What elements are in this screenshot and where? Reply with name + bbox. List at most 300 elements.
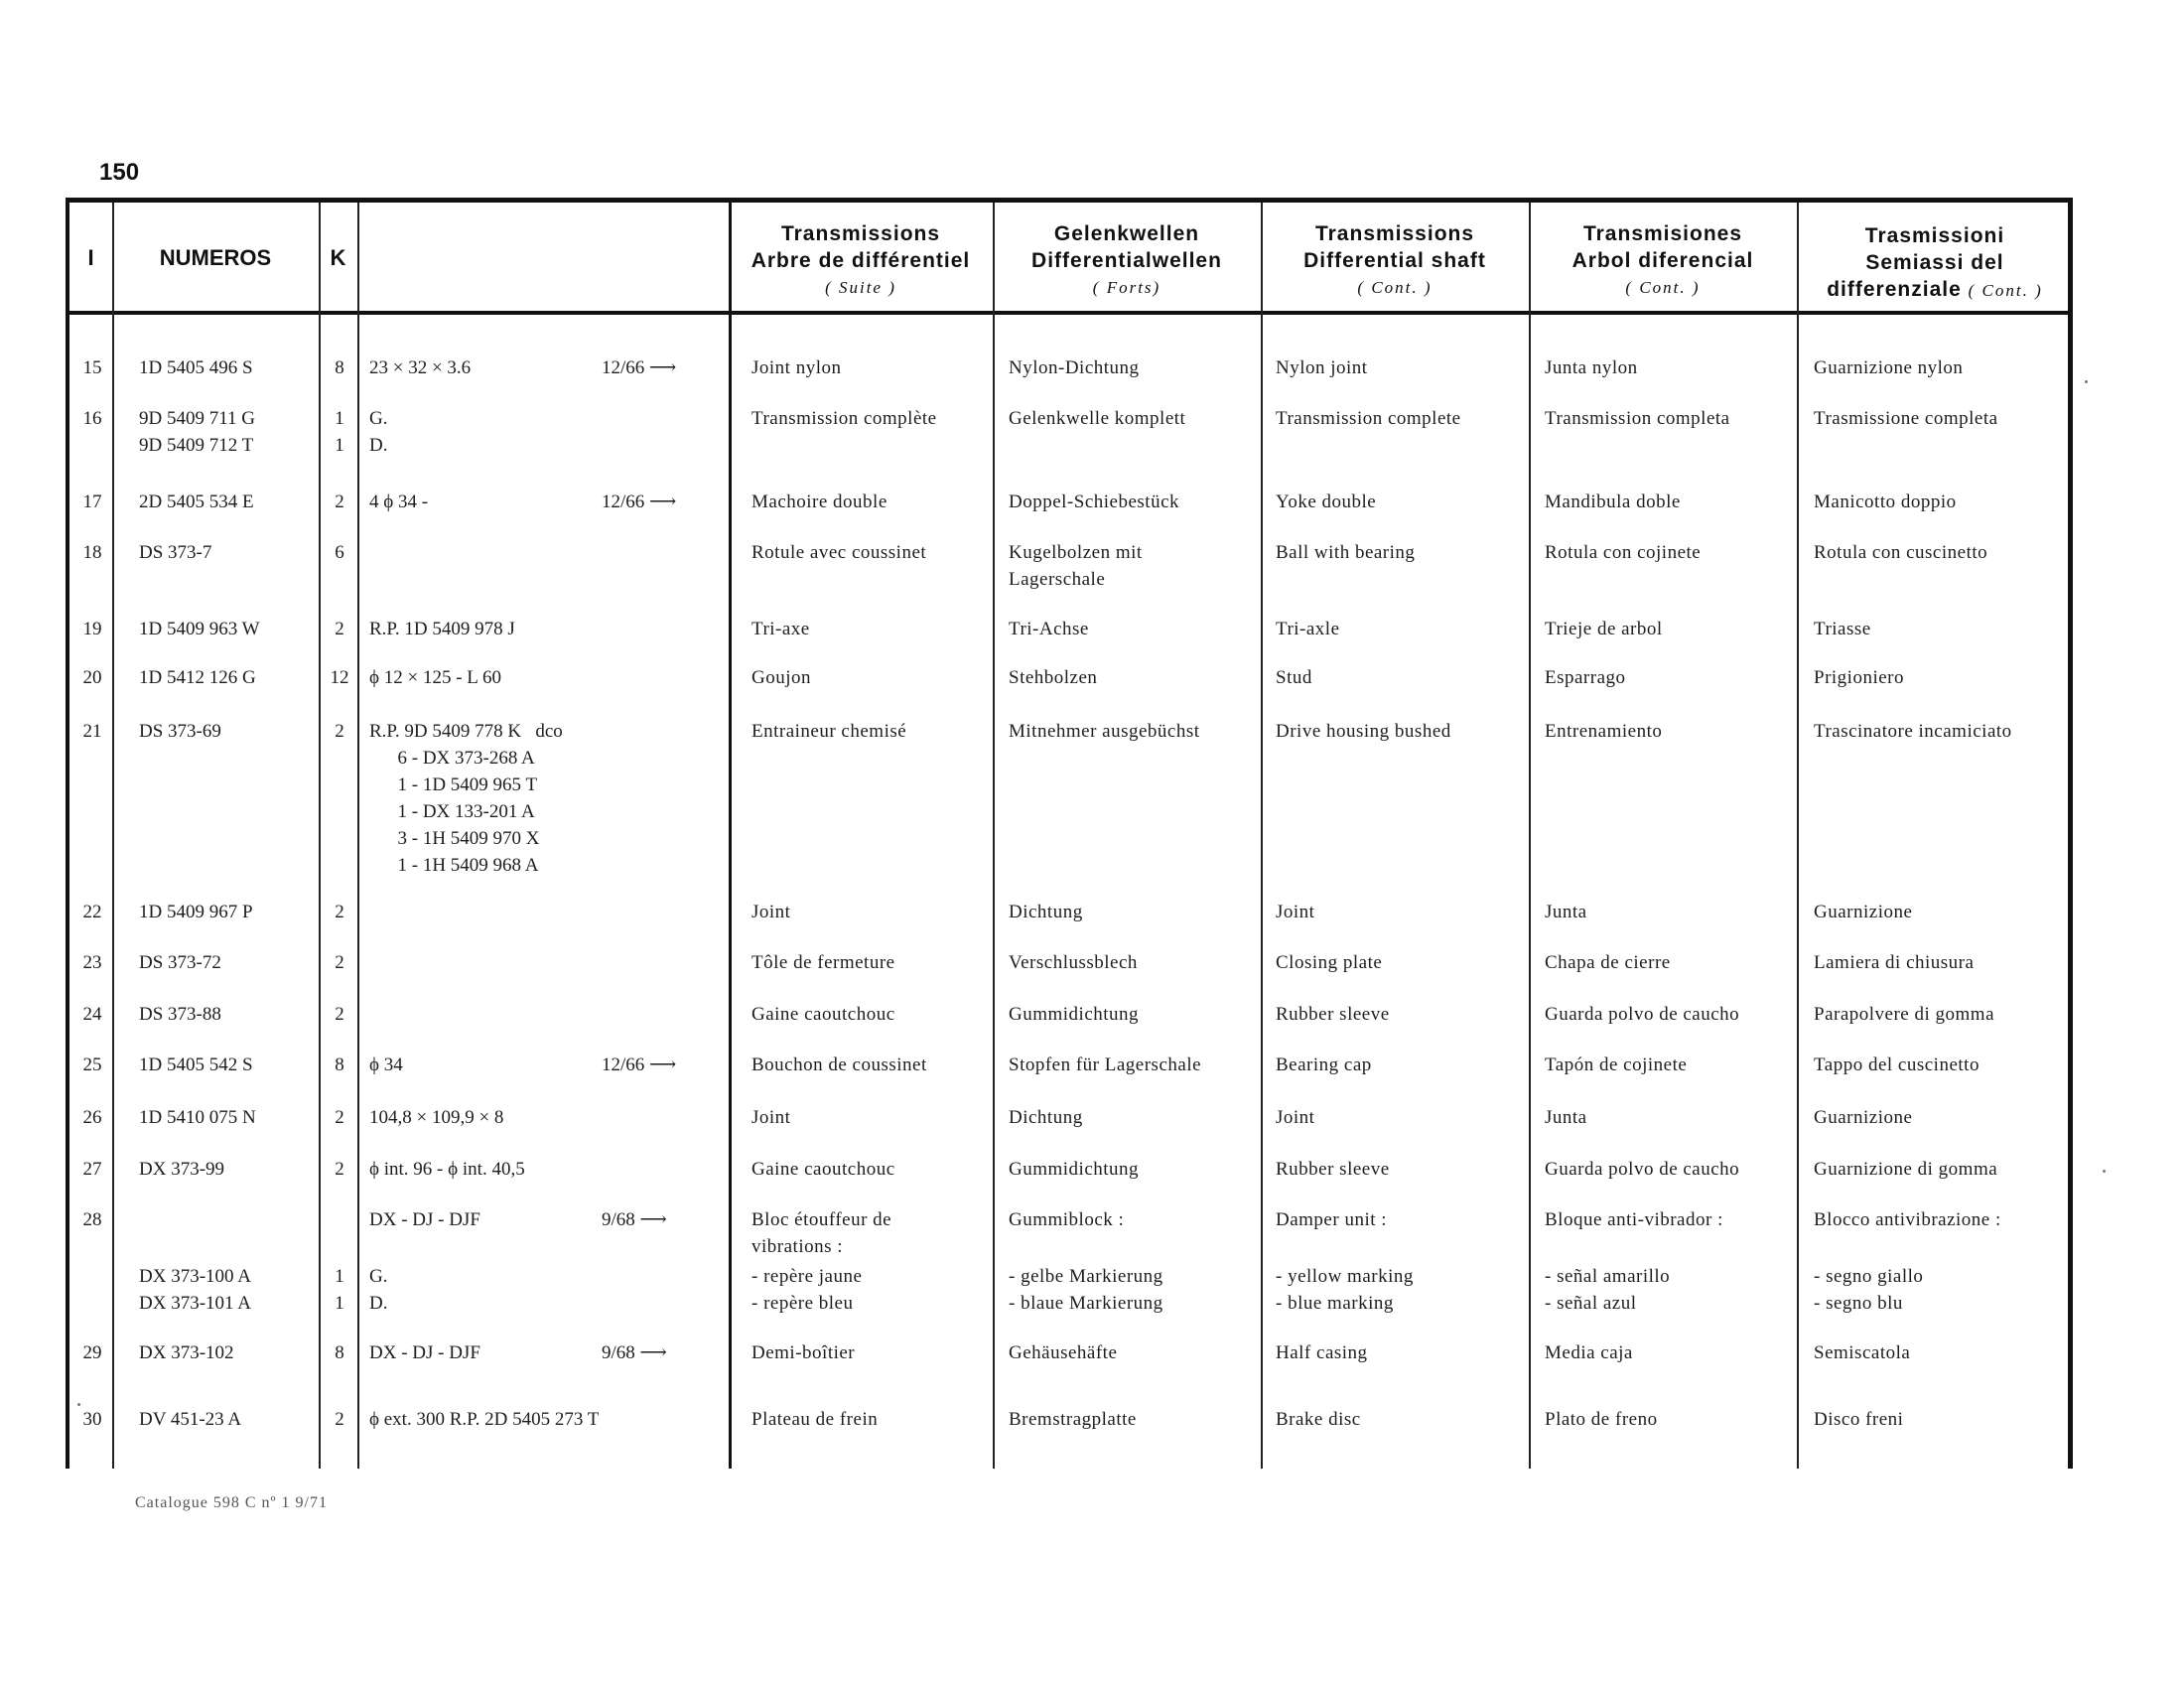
cell-en-line: Stud bbox=[1276, 667, 1312, 688]
cell-it bbox=[1814, 1052, 1979, 1078]
header-french-line2: Arbre de différentiel bbox=[751, 249, 971, 272]
cell-date bbox=[602, 489, 676, 515]
cell-fr bbox=[751, 1156, 895, 1183]
cell-en bbox=[1276, 1052, 1372, 1078]
cell-fr bbox=[751, 664, 811, 691]
cell-k-line: 2 bbox=[335, 492, 344, 512]
cell-numeros-line: DX 373-99 bbox=[139, 1159, 225, 1180]
cell-spec-line: R.P. 1D 5409 978 J bbox=[369, 619, 515, 639]
header-french-sub: ( Suite ) bbox=[825, 278, 896, 297]
cell-it bbox=[1814, 1406, 1903, 1433]
cell-numeros bbox=[139, 354, 253, 381]
cell-numeros-line: 1D 5410 075 N bbox=[139, 1107, 256, 1128]
cell-de-line: Gummidichtung bbox=[1009, 1159, 1140, 1180]
cell-de-line: Kugelbolzen mit bbox=[1009, 542, 1143, 563]
cell-fr-line: vibrations : bbox=[751, 1236, 844, 1257]
table-row bbox=[0, 899, 2184, 922]
header-german-sub: ( Forts) bbox=[1092, 278, 1161, 297]
cell-date bbox=[602, 354, 676, 381]
cell-spec-line: 1 - DX 133-201 A bbox=[369, 801, 535, 822]
cell-fr-line: - repère bleu bbox=[751, 1293, 854, 1314]
cell-fr-line: Machoire double bbox=[751, 492, 887, 512]
cell-de bbox=[1009, 1339, 1117, 1366]
cell-en bbox=[1276, 1001, 1390, 1028]
cell-k-line: 1 bbox=[335, 408, 344, 429]
table-row bbox=[0, 1156, 2184, 1180]
cell-it bbox=[1814, 1001, 1994, 1028]
cell-es-line: Guarda polvo de caucho bbox=[1545, 1159, 1740, 1180]
table-row bbox=[0, 949, 2184, 973]
cell-i-line: 19 bbox=[82, 619, 102, 639]
cell-de-line: Verschlussblech bbox=[1009, 952, 1138, 973]
header-english bbox=[1261, 220, 1529, 301]
cell-spec bbox=[369, 405, 387, 459]
cell-numeros bbox=[139, 1406, 241, 1433]
cell-it bbox=[1814, 1104, 1912, 1131]
cell-es-line: Entrenamiento bbox=[1545, 721, 1663, 742]
cell-fr bbox=[751, 1206, 891, 1260]
cell-es bbox=[1545, 664, 1626, 691]
cell-en-line: Bearing cap bbox=[1276, 1055, 1372, 1075]
cell-k bbox=[330, 405, 349, 459]
cell-de bbox=[1009, 1156, 1139, 1183]
cell-en-line: Transmission complete bbox=[1276, 408, 1461, 429]
cell-en bbox=[1276, 664, 1312, 691]
cell-spec-line: ϕ 12 × 125 - L 60 bbox=[369, 667, 501, 688]
cell-spec bbox=[369, 1156, 525, 1183]
cell-i-line: 21 bbox=[82, 721, 102, 742]
cell-numeros-line: 1D 5412 126 G bbox=[139, 667, 256, 688]
cell-de-line: Nylon-Dichtung bbox=[1009, 357, 1140, 378]
cell-de-line: - gelbe Markierung bbox=[1009, 1266, 1163, 1287]
cell-fr bbox=[751, 616, 810, 642]
table-row bbox=[0, 405, 2184, 456]
cell-k bbox=[330, 1406, 349, 1433]
cell-es-line: Junta bbox=[1545, 1107, 1587, 1128]
cell-k-line: 2 bbox=[335, 1107, 344, 1128]
cell-it-line: Blocco antivibrazione : bbox=[1814, 1209, 2001, 1230]
cell-en bbox=[1276, 354, 1368, 381]
cell-en-line: - yellow marking bbox=[1276, 1266, 1414, 1287]
cell-es-line: Plato de freno bbox=[1545, 1409, 1658, 1430]
cell-i bbox=[77, 405, 107, 432]
cell-es-line: - señal amarillo bbox=[1545, 1266, 1671, 1287]
cell-en-line: Rubber sleeve bbox=[1276, 1159, 1390, 1180]
header-english-line1: Transmissions bbox=[1314, 222, 1475, 245]
cell-k-line: 2 bbox=[335, 952, 344, 973]
cell-de-line: Stehbolzen bbox=[1009, 667, 1098, 688]
cell-fr bbox=[751, 1052, 927, 1078]
cell-k bbox=[330, 949, 349, 976]
cell-de bbox=[1009, 1052, 1201, 1078]
cell-en-line: Drive housing bushed bbox=[1276, 721, 1451, 742]
cell-date-line: 9/68 ⟶ bbox=[602, 1209, 667, 1230]
cell-date bbox=[602, 1052, 676, 1078]
cell-fr bbox=[751, 354, 841, 381]
cell-en-line: Damper unit : bbox=[1276, 1209, 1388, 1230]
cell-de-line: Tri-Achse bbox=[1009, 619, 1089, 639]
cell-it bbox=[1814, 1206, 2001, 1233]
cell-it-line: Trasmissione completa bbox=[1814, 408, 1998, 429]
cell-es-line: Mandibula doble bbox=[1545, 492, 1681, 512]
cell-de bbox=[1009, 1001, 1139, 1028]
cell-spec-line: D. bbox=[369, 1293, 388, 1314]
cell-spec-line: DX - DJ - DJF bbox=[369, 1342, 480, 1363]
cell-es-line: Bloque anti-vibrador : bbox=[1545, 1209, 1723, 1230]
cell-i-line: 28 bbox=[82, 1209, 102, 1230]
cell-en bbox=[1276, 1263, 1414, 1317]
column-divider bbox=[357, 203, 359, 1469]
cell-de bbox=[1009, 489, 1179, 515]
cell-numeros bbox=[139, 616, 260, 642]
cell-es bbox=[1545, 1104, 1587, 1131]
cell-es-line: Chapa de cierre bbox=[1545, 952, 1671, 973]
table-row bbox=[0, 354, 2184, 378]
cell-spec-line: ϕ ext. 300 R.P. 2D 5405 273 T bbox=[369, 1409, 600, 1430]
cell-de-line: Bremstragplatte bbox=[1009, 1409, 1137, 1430]
cell-numeros bbox=[139, 405, 255, 459]
cell-numeros-line: DX 373-101 A bbox=[139, 1293, 251, 1314]
cell-spec-line: 6 - DX 373-268 A bbox=[369, 748, 535, 769]
cell-i bbox=[77, 1406, 107, 1433]
column-divider bbox=[1261, 203, 1263, 1469]
cell-k bbox=[330, 1052, 349, 1078]
cell-es-line: Junta nylon bbox=[1545, 357, 1638, 378]
cell-spec-line: 23 × 32 × 3.6 bbox=[369, 357, 472, 378]
column-divider bbox=[993, 203, 995, 1469]
cell-es-line: Media caja bbox=[1545, 1342, 1633, 1363]
cell-numeros bbox=[139, 1104, 256, 1131]
column-divider bbox=[729, 203, 732, 1469]
cell-en-line: Rubber sleeve bbox=[1276, 1004, 1390, 1025]
cell-numeros bbox=[139, 1052, 253, 1078]
cell-spec-line: D. bbox=[369, 435, 388, 456]
cell-fr-line: Bloc étouffeur de bbox=[751, 1209, 892, 1230]
cell-fr-line: Rotule avec coussinet bbox=[751, 542, 927, 563]
cell-en-line: Closing plate bbox=[1276, 952, 1383, 973]
cell-i bbox=[77, 1206, 107, 1233]
cell-i bbox=[77, 616, 107, 642]
cell-numeros-line: 1D 5409 963 W bbox=[139, 619, 260, 639]
cell-numeros-line: DX 373-100 A bbox=[139, 1266, 251, 1287]
cell-de bbox=[1009, 664, 1097, 691]
cell-k-line: 1 bbox=[335, 1266, 344, 1287]
cell-spec bbox=[369, 1052, 403, 1078]
cell-i-line: 15 bbox=[82, 357, 102, 378]
cell-spec bbox=[369, 489, 428, 515]
cell-de bbox=[1009, 539, 1143, 593]
cell-spec bbox=[369, 354, 471, 381]
cell-i bbox=[77, 1156, 107, 1183]
cell-es bbox=[1545, 1406, 1658, 1433]
cell-numeros bbox=[139, 664, 256, 691]
cell-it-line: Prigioniero bbox=[1814, 667, 1904, 688]
header-german-line1: Gelenkwellen bbox=[1053, 222, 1200, 245]
cell-es-line: Tapón de cojinete bbox=[1545, 1055, 1688, 1075]
cell-numeros bbox=[139, 1263, 251, 1317]
cell-date-line: 12/66 ⟶ bbox=[602, 357, 677, 378]
cell-k-line: 2 bbox=[335, 619, 344, 639]
cell-k bbox=[330, 664, 349, 691]
cell-numeros-line: DS 373-88 bbox=[139, 1004, 221, 1025]
cell-k-line: 2 bbox=[335, 721, 344, 742]
cell-fr bbox=[751, 539, 926, 566]
cell-it bbox=[1814, 949, 1974, 976]
cell-it-line: Guarnizione bbox=[1814, 1107, 1913, 1128]
cell-en-line: Yoke double bbox=[1276, 492, 1377, 512]
cell-i bbox=[77, 718, 107, 745]
cell-it-line: Trascinatore incamiciato bbox=[1814, 721, 2012, 742]
cell-numeros-line: 2D 5405 534 E bbox=[139, 492, 254, 512]
cell-it bbox=[1814, 354, 1963, 381]
cell-de bbox=[1009, 1263, 1163, 1317]
cell-it-line: - segno giallo bbox=[1814, 1266, 1924, 1287]
cell-numeros-line: 9D 5409 712 T bbox=[139, 435, 254, 456]
cell-k-line: 2 bbox=[335, 1004, 344, 1025]
cell-numeros-line: 9D 5409 711 G bbox=[139, 408, 255, 429]
cell-i bbox=[77, 1104, 107, 1131]
cell-de bbox=[1009, 1104, 1083, 1131]
cell-it bbox=[1814, 664, 1904, 691]
cell-k-line: 12 bbox=[330, 667, 349, 688]
cell-spec-line: 104,8 × 109,9 × 8 bbox=[369, 1107, 504, 1128]
cell-i-line: 25 bbox=[82, 1055, 102, 1075]
cell-numeros-line: DX 373-102 bbox=[139, 1342, 234, 1363]
cell-it bbox=[1814, 1263, 1923, 1317]
cell-spec-line: G. bbox=[369, 408, 388, 429]
header-german-line2: Differentialwellen bbox=[1031, 249, 1222, 272]
cell-de-line: - blaue Markierung bbox=[1009, 1293, 1163, 1314]
cell-fr-line: Gaine caoutchouc bbox=[751, 1004, 895, 1025]
cell-es bbox=[1545, 616, 1663, 642]
cell-i bbox=[77, 489, 107, 515]
cell-numeros bbox=[139, 949, 221, 976]
cell-k bbox=[330, 1339, 349, 1366]
cell-fr-line: Demi-boîtier bbox=[751, 1342, 856, 1363]
cell-numeros-line: 1D 5409 967 P bbox=[139, 902, 253, 922]
cell-i-line: 26 bbox=[82, 1107, 102, 1128]
header-spanish-line2: Arbol diferencial bbox=[1571, 249, 1754, 272]
cell-date-line: 12/66 ⟶ bbox=[602, 492, 677, 512]
cell-spec bbox=[369, 664, 501, 691]
cell-spec bbox=[369, 1104, 503, 1131]
cell-es-line: Esparrago bbox=[1545, 667, 1626, 688]
cell-i-line: 23 bbox=[82, 952, 102, 973]
cell-it-line: Parapolvere di gomma bbox=[1814, 1004, 1995, 1025]
cell-fr bbox=[751, 1339, 855, 1366]
cell-fr-line: Plateau de frein bbox=[751, 1409, 879, 1430]
cell-fr bbox=[751, 489, 887, 515]
cell-it-line: Triasse bbox=[1814, 619, 1871, 639]
table-row bbox=[0, 1001, 2184, 1025]
cell-de-line: Stopfen für Lagerschale bbox=[1009, 1055, 1202, 1075]
cell-es bbox=[1545, 354, 1638, 381]
cell-k-line: 6 bbox=[335, 542, 344, 563]
table-row bbox=[0, 1052, 2184, 1075]
catalogue-footer: Catalogue 598 C nº 1 9/71 bbox=[135, 1494, 328, 1511]
cell-numeros-line: DV 451-23 A bbox=[139, 1409, 242, 1430]
cell-en-line: Joint bbox=[1276, 902, 1315, 922]
cell-en-line: - blue marking bbox=[1276, 1293, 1394, 1314]
header-french-line1: Transmissions bbox=[780, 222, 941, 245]
cell-it-line: Rotula con cuscinetto bbox=[1814, 542, 1988, 563]
header-italian-line3-text: differenziale bbox=[1827, 278, 1962, 301]
cell-en bbox=[1276, 1406, 1361, 1433]
cell-numeros bbox=[139, 1156, 224, 1183]
cell-fr bbox=[751, 1001, 895, 1028]
cell-spec-line: ϕ 34 bbox=[369, 1055, 403, 1075]
cell-it-line: Guarnizione bbox=[1814, 902, 1913, 922]
cell-it-line: - segno blu bbox=[1814, 1293, 1903, 1314]
cell-en bbox=[1276, 899, 1314, 925]
table-row bbox=[0, 616, 2184, 639]
cell-k bbox=[330, 1104, 349, 1131]
cell-es bbox=[1545, 1001, 1739, 1028]
cell-en-line: Ball with bearing bbox=[1276, 542, 1416, 563]
column-divider bbox=[112, 203, 114, 1469]
cell-spec bbox=[369, 718, 563, 879]
header-italian-sub: ( Cont. ) bbox=[1968, 281, 2043, 300]
header-italian bbox=[1797, 222, 2073, 304]
header-french bbox=[729, 220, 993, 301]
cell-de-line: Gummidichtung bbox=[1009, 1004, 1140, 1025]
cell-fr bbox=[751, 405, 937, 432]
cell-en bbox=[1276, 405, 1461, 432]
cell-numeros bbox=[139, 489, 254, 515]
cell-k bbox=[330, 1156, 349, 1183]
cell-i-line: 27 bbox=[82, 1159, 102, 1180]
cell-en-line: Brake disc bbox=[1276, 1409, 1361, 1430]
header-spanish-line1: Transmisiones bbox=[1582, 222, 1743, 245]
cell-es-line: Junta bbox=[1545, 902, 1587, 922]
table-row bbox=[0, 1206, 2184, 1257]
cell-date bbox=[602, 1206, 667, 1233]
cell-en bbox=[1276, 489, 1376, 515]
header-english-line2: Differential shaft bbox=[1303, 249, 1486, 272]
cell-es bbox=[1545, 949, 1671, 976]
cell-it-line: Manicotto doppio bbox=[1814, 492, 1957, 512]
cell-fr bbox=[751, 1263, 862, 1317]
cell-it-line: Guarnizione nylon bbox=[1814, 357, 1964, 378]
cell-es-line: Guarda polvo de caucho bbox=[1545, 1004, 1740, 1025]
cell-i-line: 20 bbox=[82, 667, 102, 688]
cell-en-line: Joint bbox=[1276, 1107, 1315, 1128]
cell-en bbox=[1276, 1339, 1368, 1366]
cell-fr-line: Goujon bbox=[751, 667, 811, 688]
table-row bbox=[0, 1263, 2184, 1314]
cell-it-line: Semiscatola bbox=[1814, 1342, 1911, 1363]
cell-numeros bbox=[139, 539, 211, 566]
cell-date-line: 9/68 ⟶ bbox=[602, 1342, 667, 1363]
table-row bbox=[0, 664, 2184, 688]
cell-spec-line: ϕ int. 96 - ϕ int. 40,5 bbox=[369, 1159, 525, 1180]
cell-de bbox=[1009, 949, 1138, 976]
cell-k-line: 2 bbox=[335, 1159, 344, 1180]
cell-spec bbox=[369, 1406, 599, 1433]
cell-es-line: Trieje de arbol bbox=[1545, 619, 1663, 639]
header-divider bbox=[66, 311, 2073, 315]
cell-k-line: 2 bbox=[335, 1409, 344, 1430]
cell-en-line: Half casing bbox=[1276, 1342, 1368, 1363]
scan-speck bbox=[2103, 1170, 2106, 1173]
cell-es bbox=[1545, 1052, 1687, 1078]
cell-de-line: Doppel-Schiebestück bbox=[1009, 492, 1180, 512]
cell-it bbox=[1814, 1339, 1910, 1366]
table-row bbox=[0, 1406, 2184, 1430]
cell-k bbox=[330, 1001, 349, 1028]
cell-fr-line: Entraineur chemisé bbox=[751, 721, 907, 742]
cell-fr bbox=[751, 1406, 878, 1433]
column-divider bbox=[1529, 203, 1531, 1469]
cell-it bbox=[1814, 718, 2012, 745]
cell-en bbox=[1276, 718, 1451, 745]
cell-de bbox=[1009, 1406, 1137, 1433]
cell-de bbox=[1009, 354, 1140, 381]
cell-spec bbox=[369, 1263, 387, 1317]
cell-k bbox=[330, 616, 349, 642]
cell-date-line: 12/66 ⟶ bbox=[602, 1055, 677, 1075]
column-divider bbox=[1797, 203, 1799, 1469]
cell-es bbox=[1545, 405, 1730, 432]
cell-i bbox=[77, 949, 107, 976]
cell-i-line: 17 bbox=[82, 492, 102, 512]
header-italian-line3 bbox=[1797, 276, 2073, 304]
cell-i bbox=[77, 1052, 107, 1078]
cell-k bbox=[330, 718, 349, 745]
cell-date bbox=[602, 1339, 667, 1366]
cell-spec bbox=[369, 1339, 480, 1366]
cell-en bbox=[1276, 1206, 1387, 1233]
cell-i bbox=[77, 539, 107, 566]
cell-k-line: 1 bbox=[335, 435, 344, 456]
cell-es bbox=[1545, 718, 1662, 745]
cell-es bbox=[1545, 489, 1681, 515]
cell-en bbox=[1276, 616, 1340, 642]
cell-spec-line: 4 ϕ 34 - bbox=[369, 492, 429, 512]
cell-en bbox=[1276, 1104, 1314, 1131]
cell-es bbox=[1545, 1156, 1739, 1183]
cell-spec-line: DX - DJ - DJF bbox=[369, 1209, 480, 1230]
table-row bbox=[0, 718, 2184, 876]
cell-it bbox=[1814, 899, 1912, 925]
cell-it-line: Lamiera di chiusura bbox=[1814, 952, 1975, 973]
cell-de-line: Dichtung bbox=[1009, 902, 1083, 922]
cell-fr-line: Tôle de fermeture bbox=[751, 952, 895, 973]
cell-es-line: - señal azul bbox=[1545, 1293, 1637, 1314]
cell-es bbox=[1545, 1339, 1633, 1366]
cell-i-line: 22 bbox=[82, 902, 102, 922]
cell-i-line: 30 bbox=[82, 1409, 102, 1430]
cell-numeros bbox=[139, 1001, 221, 1028]
cell-de bbox=[1009, 1206, 1124, 1233]
cell-de bbox=[1009, 718, 1200, 745]
cell-numeros-line: 1D 5405 496 S bbox=[139, 357, 253, 378]
cell-spec-line: G. bbox=[369, 1266, 388, 1287]
cell-numeros bbox=[139, 718, 221, 745]
cell-k-line: 8 bbox=[335, 1342, 344, 1363]
cell-fr-line: - repère jaune bbox=[751, 1266, 863, 1287]
header-k: K bbox=[330, 245, 346, 270]
cell-fr-line: Tri-axe bbox=[751, 619, 810, 639]
cell-it bbox=[1814, 616, 1871, 642]
header-i: I bbox=[87, 245, 94, 270]
cell-numeros-line: DS 373-72 bbox=[139, 952, 221, 973]
cell-k bbox=[330, 489, 349, 515]
table-row bbox=[0, 489, 2184, 512]
cell-i-line: 16 bbox=[82, 408, 102, 429]
cell-spec-line: 1 - 1D 5409 965 T bbox=[369, 774, 538, 795]
cell-spec bbox=[369, 616, 515, 642]
